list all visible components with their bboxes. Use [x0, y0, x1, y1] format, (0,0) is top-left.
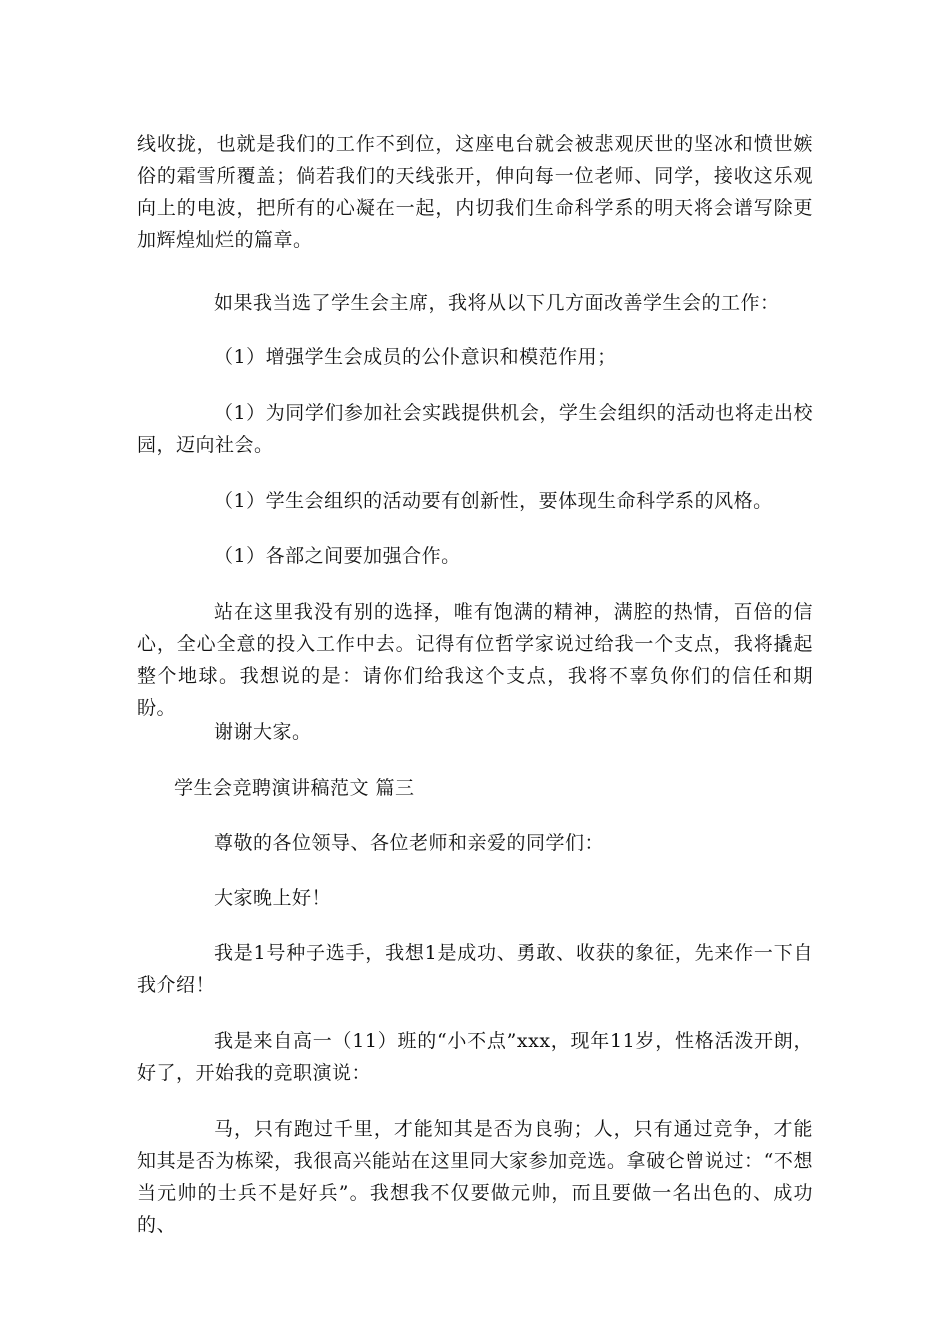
section-heading: 学生会竞聘演讲稿范文 篇三 — [174, 777, 415, 799]
paragraph-thanks: 谢谢大家。 — [214, 721, 312, 743]
paragraph-speech: 马，只有跑过千里，才能知其是否为良驹；人，只有通过竞争，才能知其是否为栋梁，我很高兴能站在这里同大家参加竞选。拿破仑曾说过：“不想当元帅的士兵不是好兵”。我想我不仅要做元帅，而且要做一名出色的、成功的、 — [137, 1118, 813, 1236]
paragraph-intro-list: 如果我当选了学生会主席，我将从以下几方面改善学生会的工作： — [214, 292, 780, 314]
paragraph-background: 我是来自高一（11）班的“小不点”xxx，现年11岁，性格活泼开朗，好了，开始我的竞职演说： — [137, 1030, 813, 1084]
paragraph-salutation: 尊敬的各位领导、各位老师和亲爱的同学们： — [214, 832, 605, 854]
list-item-3: （1）学生会组织的活动要有创新性，要体现生命科学系的风格。 — [214, 490, 773, 512]
paragraph-self-intro: 我是1号种子选手，我想1是成功、勇敢、收获的象征，先来作一下自我介绍！ — [137, 942, 813, 996]
paragraph-greeting: 大家晚上好！ — [214, 887, 332, 909]
paragraph-commitment: 站在这里我没有别的选择，唯有饱满的精神，满腔的热情，百倍的信心，全心全意的投入工作中去。记得有位哲学家说过给我一个支点，我将撬起整个地球。我想说的是：请你们给我这个支点，我将不辜负你们的信任和期盼。 — [137, 601, 813, 719]
paragraph-continuation: 线收拢，也就是我们的工作不到位，这座电台就会被悲观厌世的坚冰和愤世嫉俗的霜雪所覆盖；倘若我们的天线张开，伸向每一位老师、同学，接收这乐观向上的电波，把所有的心凝在一起，内切我们生命科学系的明天将会谱写除更加辉煌灿烂的篇章。 — [137, 133, 813, 251]
list-item-1: （1）增强学生会成员的公仆意识和模范作用； — [214, 346, 617, 368]
list-item-2: （1）为同学们参加社会实践提供机会，学生会组织的活动也将走出校园，迈向社会。 — [137, 402, 813, 456]
list-item-4: （1）各部之间要加强合作。 — [214, 545, 461, 567]
